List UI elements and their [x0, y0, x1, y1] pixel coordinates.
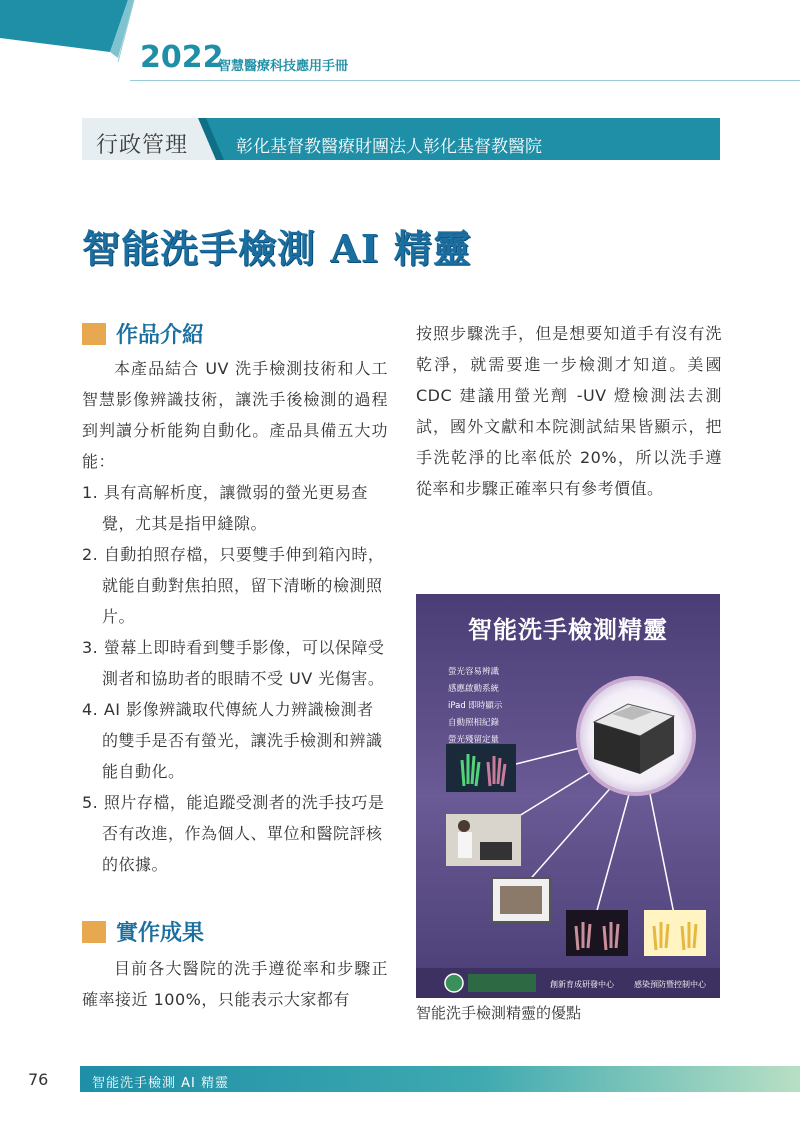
list-item: 1. 具有高解析度，讓微弱的螢光更易查覺，尤其是指甲縫隙。 — [82, 483, 368, 533]
header-rule — [130, 80, 800, 81]
heading-square-icon — [82, 921, 106, 943]
poster-caption: 智能洗手檢測精靈的優點 — [416, 1004, 582, 1022]
section-heading-intro — [82, 318, 388, 349]
header-subtitle: 智慧醫療科技應用手冊 — [218, 59, 349, 74]
poster-image — [416, 594, 720, 998]
list-item: 4. AI 影像辨識取代傳統人力辨識檢測者的雙手是否有螢光，讓洗手檢測和辨識能自動化。 — [82, 700, 383, 781]
section-heading-text: 作品介紹 — [116, 323, 205, 348]
right-column — [416, 318, 722, 504]
page-number: 76 — [28, 1070, 49, 1089]
header-year: 2022 — [140, 40, 224, 75]
list-item: 感應啟動系統 — [448, 684, 500, 694]
dark-hands-thumbnail — [566, 910, 628, 956]
yellow-hands-thumbnail — [644, 910, 706, 956]
list-item: 自動照相紀錄 — [448, 718, 500, 728]
list-item: 2. 自動拍照存檔，只要雙手伸到箱內時，就能自動對焦拍照，留下清晰的檢測照片。 — [82, 545, 385, 626]
poster-feature-list — [448, 664, 502, 749]
list-item: 螢光殘留定量 — [448, 735, 500, 745]
heading-square-icon — [82, 323, 106, 345]
hospital-logo-icon — [445, 974, 463, 992]
results-paragraph: 目前各大醫院的洗手遵從率和步驟正確率接近 100%，只能表示大家都有 — [82, 959, 388, 1009]
box-hands-thumbnail — [492, 878, 550, 922]
feature-list — [82, 477, 388, 880]
section-heading-results — [82, 916, 388, 947]
list-item: 3. 螢幕上即時看到雙手影像，可以保障受測者和協助者的眼睛不受 UV 光傷害。 — [82, 638, 385, 688]
poster-footer-right: 感染預防暨控制中心 — [634, 980, 706, 989]
hospital-name: 彰化基督教醫療財團法人彰化基督教醫院 — [236, 137, 542, 157]
list-item: 螢光容易辨識 — [448, 667, 500, 677]
section-heading-text: 實作成果 — [116, 921, 205, 946]
uv-hands-thumbnail — [446, 744, 516, 792]
left-column — [82, 318, 388, 1015]
person-photo-thumbnail — [446, 814, 521, 866]
poster-title: 智能洗手檢測精靈 — [468, 616, 668, 644]
list-item: 5. 照片存檔，能追蹤受測者的洗手技巧是否有改進，作為個人、單位和醫院評核的依據。 — [82, 793, 385, 874]
poster-footer-left: 創新育成研發中心 — [550, 980, 614, 989]
header-corner-decoration — [0, 0, 140, 70]
intro-paragraph: 本產品結合 UV 洗手檢測技術和人工智慧影像辨識技術，讓洗手後檢測的過程到判讀分析能夠自動化。產品具備五大功能： — [82, 359, 388, 471]
list-item: iPad 即時顯示 — [448, 701, 503, 711]
footer-label: 智能洗手檢測 AI 精靈 — [92, 1076, 229, 1091]
category-label: 行政管理 — [96, 133, 189, 158]
right-paragraph: 按照步驟洗手，但是想要知道手有沒有洗乾淨，就需要進一步檢測才知道。美國 CDC 建議用螢光劑 -UV 燈檢測法去測試，國外文獻和本院測試結果皆顯示，把手洗乾淨的比率低於 20%，所以洗手遵從率和步驟正確率只有參考價值。 — [416, 324, 722, 498]
article-title: 智能洗手檢測 AI 精靈 — [82, 226, 472, 271]
